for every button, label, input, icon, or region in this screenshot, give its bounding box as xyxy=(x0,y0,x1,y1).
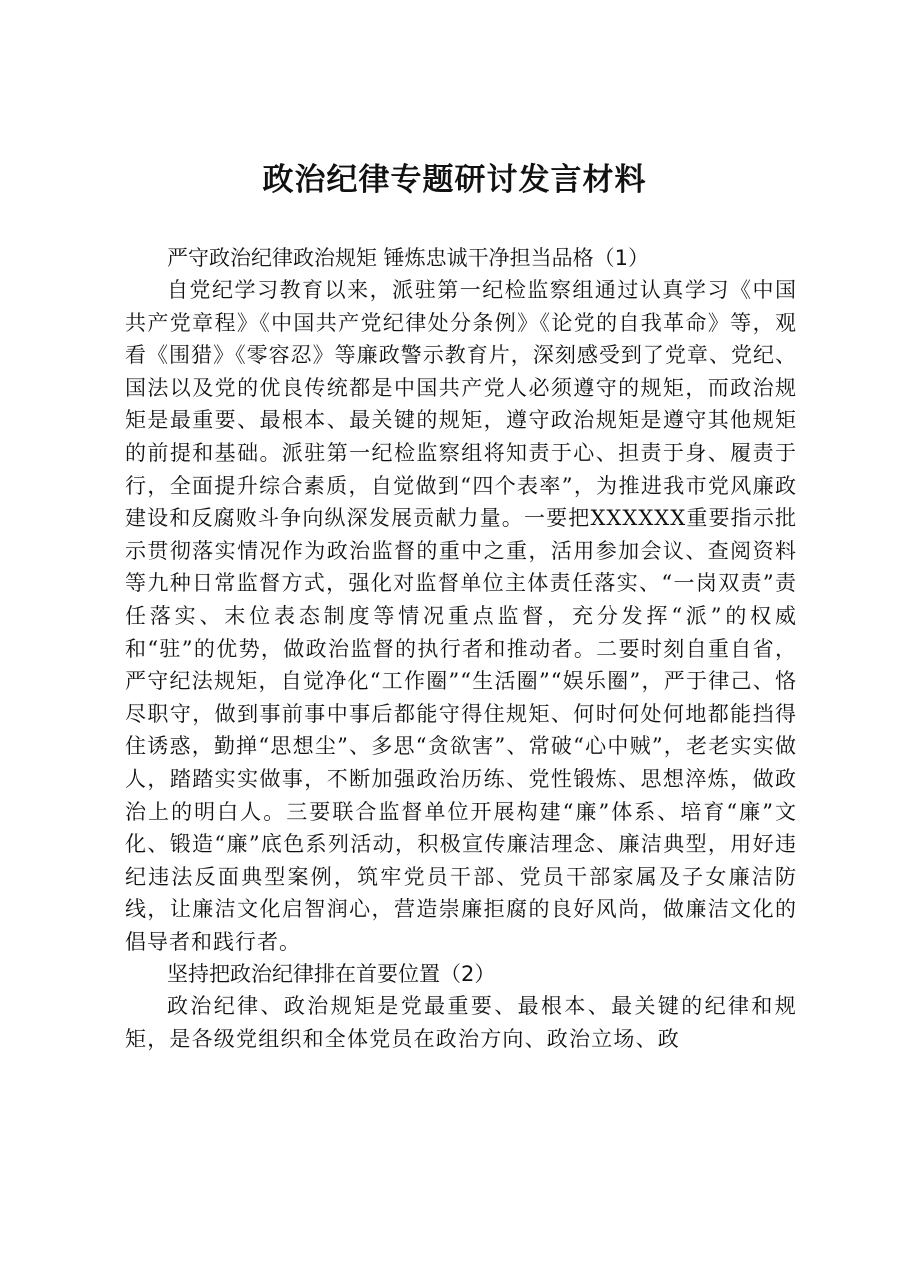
document-body xyxy=(125,242,797,1056)
section-paragraph: 政治纪律、政治规矩是党最重要、最根本、最关键的纪律和规矩，是各级党组织和全体党员在政治方向、政治立场、政 xyxy=(125,994,797,1052)
section-1 xyxy=(125,242,797,958)
document-title: 政治纪律专题研讨发言材料 xyxy=(262,162,647,198)
section-2 xyxy=(125,958,797,1055)
section-heading: 坚持把政治纪律排在首要位置（2） xyxy=(167,962,496,987)
section-heading: 严守政治纪律政治规矩 锤炼忠诚干净担当品格（1） xyxy=(167,246,650,270)
section-paragraph: 自党纪学习教育以来，派驻第一纪检监察组通过认真学习《中国共产党章程》《中国共产党纪律处分条例》《论党的自我革命》等，观看《围猎》《零容忍》等廉政警示教育片，深刻感受到了党章、党纪、国法以及党的优良传统都是中国共产党人必须遵守的规矩，而政治规矩是最重要、最根本、最关键的规矩，遵守政治规矩是遵守其他规矩的前提和基础。派驻第一纪检监察组将知责于心、担责于身、履责于行，全面提升综合素质，自觉做到“四个表率”，为推进我市党风廉政建设和反腐败斗争向纵深发展贡献力量。一要把XXXXXX重要指示批示贯彻落实情况作为政治监督的重中之重，活用参加会议、查阅资料等九种日常监督方式，强化对监督单位主体责任落实、“一岗双责”责任落实、末位表态制度等情况重点监督，充分发挥“派”的权威和“驻”的优势，做政治监督的执行者和推动者。二要时刻自重自省，严守纪法规矩，自觉净化“工作圈”“生活圈”“娱乐圈”，严于律己、恪尽职守，做到事前事中事后都能守得住规矩、何时何处何地都能挡得住诱惑，勤掸“思想尘”、多思“贪欲害”、常破“心中贼”，老老实实做人，踏踏实实做事，不断加强政治历练、党性锻炼、思想淬炼，做政治上的明白人。三要联合监督单位开展构建“廉”体系、培育“廉”文化、锻造“廉”底色系列活动，积极宣传廉洁理念、廉洁典型，用好违纪违法反面典型案例，筑牢党员干部、党员干部家属及子女廉洁防线，让廉洁文化启智润心，营造崇廉拒腐的良好风尚，做廉洁文化的倡导者和践行者。 xyxy=(125,278,797,954)
